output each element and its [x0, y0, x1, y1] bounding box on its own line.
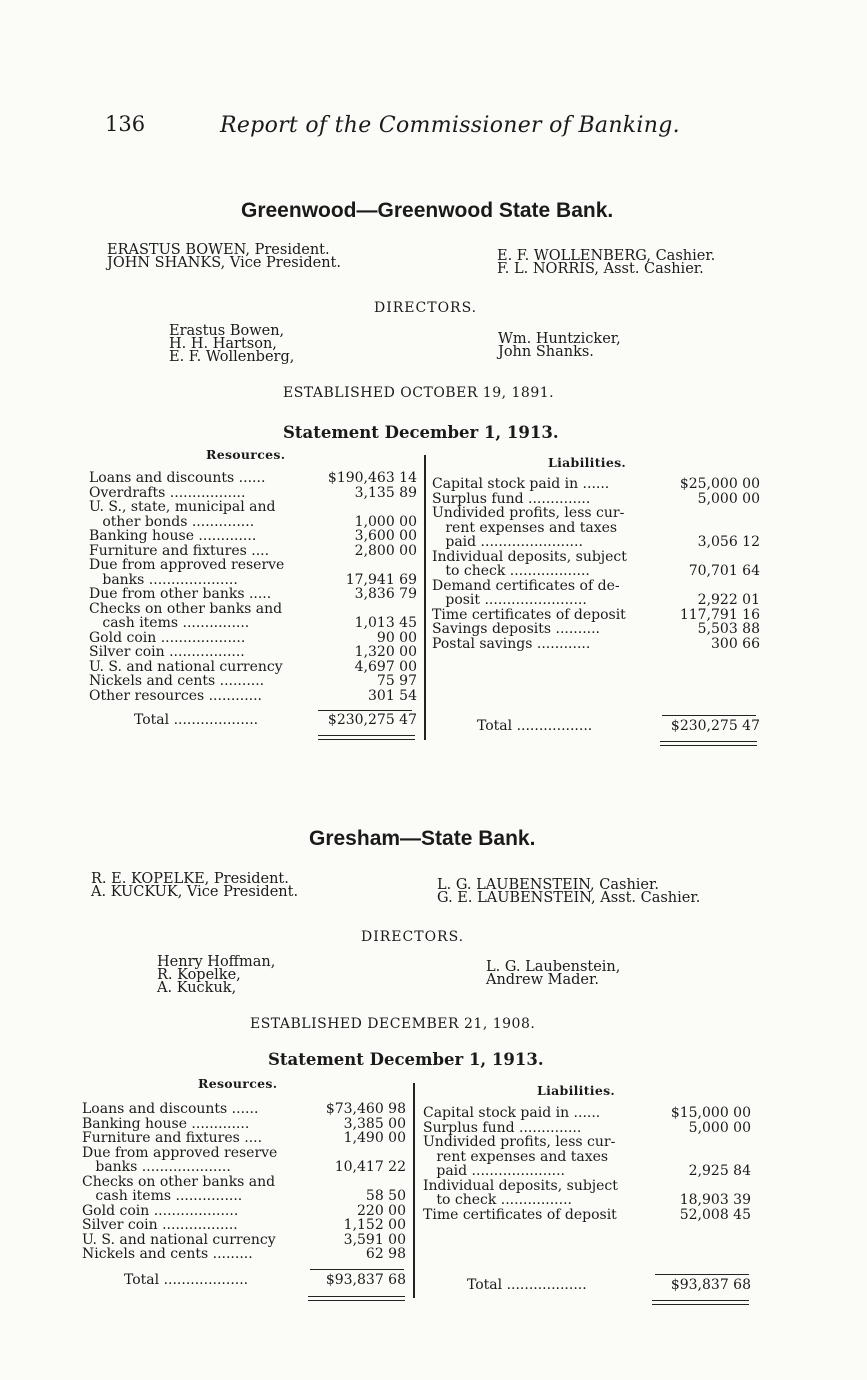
row-label: Surplus fund ..............: [423, 1120, 582, 1135]
row-amount: 4,697 00: [354, 658, 417, 675]
row-label: rent expenses and taxes: [432, 520, 618, 535]
row-label: posit .......................: [432, 593, 587, 608]
row-label: Other resources ............: [89, 688, 263, 703]
table-row: [82, 1117, 406, 1132]
row-label: Individual deposits, subject: [432, 549, 627, 564]
liabilities-table: [423, 1106, 751, 1222]
row-label: banks ....................: [89, 572, 238, 587]
row-label: Gold coin ...................: [82, 1203, 239, 1218]
resources-total-row: [89, 713, 417, 728]
row-label: Loans and discounts ......: [82, 1102, 259, 1117]
officer: A. KUCKUK, Vice President.: [91, 884, 299, 900]
table-row: [423, 1150, 751, 1165]
officer: R. E. KOPELKE, President.: [91, 871, 289, 887]
row-label: Checks on other banks and: [89, 601, 283, 616]
row-amount: $73,460 98: [325, 1101, 406, 1117]
director: A. Kuckuk,: [157, 980, 237, 996]
row-amount: 1,000 00: [354, 513, 417, 530]
sum-rule: [310, 1269, 404, 1270]
row-amount: 90 00: [376, 629, 417, 646]
table-row: [432, 608, 760, 623]
row-label: U. S. and national currency: [89, 659, 283, 674]
row-label: U. S., state, municipal and: [89, 500, 276, 515]
director: R. Kopelke,: [157, 967, 241, 983]
table-row: [89, 529, 417, 544]
director: L. G. Laubenstein,: [486, 959, 621, 975]
row-amount: 75 97: [376, 673, 417, 689]
row-amount: $190,463 14: [327, 470, 417, 486]
row-label: U. S. and national currency: [82, 1232, 276, 1247]
director: H. H. Hartson,: [169, 336, 277, 352]
liabilities-total-row: [432, 719, 760, 734]
row-label: Undivided profits, less cur-: [423, 1135, 616, 1150]
officer: E. F. WOLLENBERG, Cashier.: [497, 248, 716, 264]
table-row: [82, 1247, 406, 1262]
director: Wm. Huntzicker,: [498, 331, 621, 347]
table-row: [89, 558, 417, 573]
liabilities-heading: Liabilities.: [548, 455, 627, 470]
sum-rule: [318, 710, 412, 711]
resources-table: [89, 471, 417, 703]
bank-name: Gresham—State Bank.: [309, 827, 536, 850]
table-row: [432, 593, 760, 608]
row-label: to check ..................: [432, 564, 590, 579]
column-divider: [424, 455, 426, 740]
table-row: [82, 1160, 406, 1175]
row-amount: 10,417 22: [334, 1159, 406, 1175]
row-amount: 300 66: [711, 635, 760, 652]
directors-heading: DIRECTORS.: [361, 929, 465, 945]
table-row: [89, 544, 417, 559]
table-row: [82, 1233, 406, 1248]
officer: G. E. LAUBENSTEIN, Asst. Cashier.: [437, 890, 701, 906]
total-label: Total ..................: [467, 1278, 587, 1293]
total-amount: $230,275 47: [670, 718, 760, 734]
total-label: Total ...................: [134, 713, 259, 728]
table-row: [423, 1106, 751, 1121]
row-label: Capital stock paid in ......: [432, 477, 610, 492]
row-label: banks ....................: [82, 1160, 231, 1175]
row-label: to check ................: [423, 1193, 572, 1208]
row-label: Loans and discounts ......: [89, 471, 266, 486]
row-label: Postal savings ............: [432, 636, 591, 651]
row-amount: 2,922 01: [697, 592, 760, 608]
row-amount: 301 54: [368, 687, 417, 704]
row-amount: $15,000 00: [670, 1105, 751, 1121]
director: John Shanks.: [498, 344, 594, 360]
table-row: [89, 645, 417, 660]
row-amount: 5,503 88: [697, 621, 760, 637]
row-label: cash items ...............: [89, 616, 250, 631]
officers-left: [107, 244, 341, 270]
table-row: [432, 637, 760, 652]
report-title: Report of the Commissioner of Banking.: [220, 113, 680, 138]
row-label: Silver coin .................: [89, 645, 245, 660]
row-label: Capital stock paid in ......: [423, 1106, 601, 1121]
row-label: Checks on other banks and: [82, 1174, 276, 1189]
resources-table: [82, 1102, 406, 1262]
row-amount: 1,320 00: [354, 644, 417, 660]
resources-total-row: [82, 1273, 406, 1288]
total-amount: $230,275 47: [327, 712, 417, 728]
officers-left: [91, 873, 298, 899]
directors-right: [486, 961, 620, 987]
table-row: [432, 564, 760, 579]
row-amount: 1,490 00: [343, 1130, 406, 1146]
sum-rule: [662, 715, 756, 716]
table-row: [423, 1208, 751, 1223]
director: E. F. Wollenberg,: [169, 349, 295, 365]
table-row: [432, 579, 760, 594]
bank-name: Greenwood—Greenwood State Bank.: [241, 199, 614, 222]
row-label: Individual deposits, subject: [423, 1178, 618, 1193]
table-row: [89, 515, 417, 530]
director: Henry Hoffman,: [157, 954, 276, 970]
row-label: Due from approved reserve: [89, 558, 285, 573]
table-row: [82, 1189, 406, 1204]
officers-right: [497, 250, 715, 276]
row-amount: 3,600 00: [354, 528, 417, 544]
table-row: [423, 1179, 751, 1194]
row-amount: 5,000 00: [688, 1119, 751, 1136]
table-row: [432, 492, 760, 507]
row-label: Nickels and cents .........: [82, 1247, 253, 1262]
row-label: Gold coin ...................: [89, 630, 246, 645]
row-label: cash items ...............: [82, 1189, 243, 1204]
row-label: Undivided profits, less cur-: [432, 506, 625, 521]
row-amount: 62 98: [365, 1246, 406, 1262]
row-amount: 58 50: [365, 1188, 406, 1204]
director: Andrew Mader.: [486, 972, 599, 988]
total-amount: $93,837 68: [325, 1272, 406, 1288]
total-double-rule: [318, 735, 415, 740]
row-amount: 2,925 84: [688, 1163, 751, 1179]
table-row: [423, 1193, 751, 1208]
row-label: Nickels and cents ..........: [89, 674, 265, 689]
row-amount: 70,701 64: [688, 563, 760, 579]
total-double-rule: [652, 1300, 749, 1305]
column-divider: [413, 1083, 415, 1298]
row-label: Silver coin .................: [82, 1218, 238, 1233]
row-label: rent expenses and taxes: [423, 1149, 609, 1164]
row-amount: 5,000 00: [697, 490, 760, 507]
row-label: Furniture and fixtures ....: [82, 1131, 263, 1146]
row-amount: 2,800 00: [354, 542, 417, 559]
established-date: ESTABLISHED OCTOBER 19, 1891.: [283, 385, 555, 401]
table-row: [89, 616, 417, 631]
row-amount: $25,000 00: [679, 476, 760, 492]
liabilities-table: [432, 477, 760, 651]
table-row: [423, 1164, 751, 1179]
resources-heading: Resources.: [206, 447, 286, 462]
officer: L. G. LAUBENSTEIN, Cashier.: [437, 877, 659, 893]
directors-heading: DIRECTORS.: [374, 300, 478, 316]
table-row: [89, 486, 417, 501]
row-label: Savings deposits ..........: [432, 622, 600, 637]
row-label: Banking house .............: [89, 529, 257, 544]
row-amount: 3,591 00: [343, 1231, 406, 1248]
table-row: [82, 1146, 406, 1161]
sum-rule: [655, 1274, 749, 1275]
table-row: [432, 521, 760, 536]
table-row: [89, 689, 417, 704]
total-double-rule: [660, 741, 757, 746]
table-row: [89, 471, 417, 486]
row-amount: 1,013 45: [354, 615, 417, 631]
row-label: Due from approved reserve: [82, 1145, 278, 1160]
table-row: [89, 660, 417, 675]
row-label: paid .....................: [423, 1164, 566, 1179]
resources-heading: Resources.: [198, 1076, 278, 1091]
row-label: Overdrafts .................: [89, 485, 246, 500]
table-row: [432, 622, 760, 637]
row-amount: 3,135 89: [354, 484, 417, 501]
row-amount: 3,836 79: [354, 586, 417, 602]
row-amount: 1,152 00: [343, 1217, 406, 1233]
officer: JOHN SHANKS, Vice President.: [107, 255, 341, 271]
table-row: [89, 674, 417, 689]
table-row: [82, 1218, 406, 1233]
table-row: [432, 506, 760, 521]
directors-right: [498, 333, 621, 359]
row-label: Time certificates of deposit: [432, 607, 626, 622]
table-row: [432, 535, 760, 550]
row-label: Due from other banks .....: [89, 587, 272, 602]
liabilities-heading: Liabilities.: [537, 1083, 616, 1098]
page-number: 136: [105, 112, 146, 136]
row-amount: 52,008 45: [679, 1206, 751, 1223]
table-row: [89, 631, 417, 646]
table-row: [432, 477, 760, 492]
row-amount: 18,903 39: [679, 1192, 751, 1208]
row-label: paid .......................: [432, 535, 583, 550]
row-amount: 3,385 00: [343, 1115, 406, 1132]
statement-title: Statement December 1, 1913.: [283, 423, 559, 442]
liabilities-total-row: [423, 1278, 751, 1293]
total-label: Total .................: [477, 719, 593, 734]
row-label: Demand certificates of de-: [432, 578, 620, 593]
directors-left: [157, 956, 275, 995]
table-row: [82, 1204, 406, 1219]
row-label: Banking house .............: [82, 1116, 250, 1131]
row-label: Surplus fund ..............: [432, 491, 591, 506]
row-amount: 3,056 12: [697, 534, 760, 550]
officers-right: [437, 879, 700, 905]
director: Erastus Bowen,: [169, 323, 285, 339]
row-label: other bonds ..............: [89, 514, 255, 529]
table-row: [423, 1135, 751, 1150]
table-row: [82, 1102, 406, 1117]
officer: ERASTUS BOWEN, President.: [107, 242, 330, 258]
officer: F. L. NORRIS, Asst. Cashier.: [497, 261, 704, 277]
directors-left: [169, 325, 294, 364]
row-label: Time certificates of deposit: [423, 1207, 617, 1222]
row-label: Furniture and fixtures ....: [89, 543, 270, 558]
table-row: [89, 500, 417, 515]
row-amount: 117,791 16: [679, 606, 760, 623]
row-amount: 17,941 69: [345, 571, 417, 588]
row-amount: 220 00: [357, 1202, 406, 1219]
total-amount: $93,837 68: [670, 1277, 751, 1293]
statement-title: Statement December 1, 1913.: [268, 1050, 544, 1069]
table-row: [89, 587, 417, 602]
table-row: [89, 602, 417, 617]
total-double-rule: [308, 1296, 405, 1301]
table-row: [82, 1175, 406, 1190]
table-row: [423, 1121, 751, 1136]
table-row: [432, 550, 760, 565]
table-row: [89, 573, 417, 588]
table-row: [82, 1131, 406, 1146]
established-date: ESTABLISHED DECEMBER 21, 1908.: [250, 1016, 536, 1032]
total-label: Total ...................: [124, 1273, 249, 1288]
